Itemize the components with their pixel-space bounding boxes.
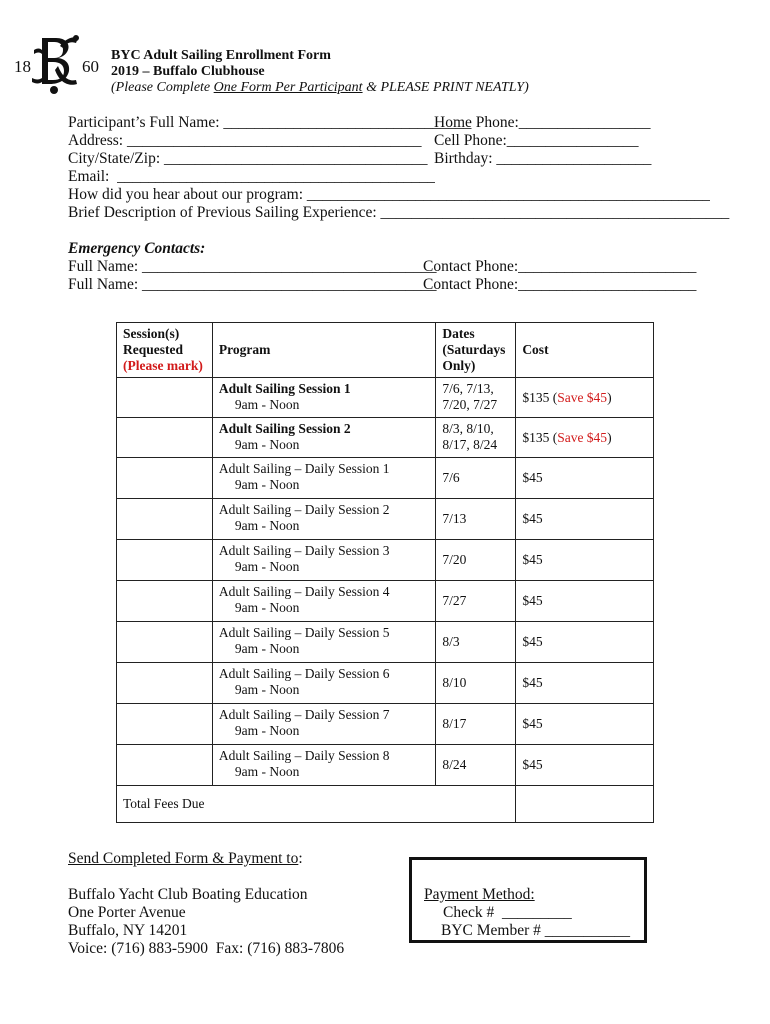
form-instructions: (Please Complete One Form Per Participant & PLEASE PRINT NEATLY): [111, 80, 529, 95]
header-dates: Dates (Saturdays Only): [436, 323, 516, 378]
table-row: [117, 499, 654, 540]
birthday-field[interactable]: Birthday: ____________________: [434, 150, 652, 167]
referral-field[interactable]: How did you hear about our program: ____________________________________________________: [68, 186, 710, 203]
table-row: [117, 745, 654, 786]
check-number-field[interactable]: Check # _________: [443, 904, 572, 921]
dates-cell: 7/27: [436, 581, 516, 622]
table-row: [117, 622, 654, 663]
total-fees-input[interactable]: [516, 786, 654, 823]
emergency-phone-1[interactable]: Contact Phone:_______________________: [423, 258, 697, 275]
program-cell: Adult Sailing – Daily Session 5 9am - Noon: [212, 622, 435, 663]
cell-phone-field[interactable]: Cell Phone:_________________: [434, 132, 639, 149]
send-heading: Send Completed Form & Payment to:: [68, 850, 303, 867]
program-cell: Adult Sailing Session 2 9am - Noon: [212, 418, 435, 458]
table-row: [117, 378, 654, 418]
header-program: Program: [212, 323, 435, 378]
logo-year-left: 18: [14, 57, 31, 76]
cost-cell: $135 (Save $45): [516, 418, 654, 458]
program-cell: Adult Sailing – Daily Session 2 9am - Noon: [212, 499, 435, 540]
program-cell: Adult Sailing – Daily Session 8 9am - Noon: [212, 745, 435, 786]
cost-cell: $45: [516, 622, 654, 663]
program-cell: Adult Sailing Session 1 9am - Noon: [212, 378, 435, 418]
dates-cell: 7/20: [436, 540, 516, 581]
city-address: Buffalo, NY 14201: [68, 922, 188, 939]
emergency-name-2[interactable]: Full Name: ______________________________________: [68, 276, 437, 293]
cost-cell: $45: [516, 745, 654, 786]
home-phone-field[interactable]: Home Phone:_________________: [434, 114, 651, 131]
session-checkbox[interactable]: [117, 663, 213, 704]
sessions-table: [116, 322, 654, 823]
cost-cell: $45: [516, 581, 654, 622]
program-cell: Adult Sailing – Daily Session 7 9am - Noon: [212, 704, 435, 745]
email-field[interactable]: Email: _________________________________________: [68, 168, 435, 185]
table-row: [117, 663, 654, 704]
session-checkbox[interactable]: [117, 745, 213, 786]
experience-field[interactable]: Brief Description of Previous Sailing Experience: _____________________________________________: [68, 204, 730, 221]
logo-year-right: 60: [82, 57, 99, 76]
dates-cell: 7/13: [436, 499, 516, 540]
payment-heading: Payment Method:: [424, 886, 535, 903]
table-row: [117, 540, 654, 581]
table-row: [117, 581, 654, 622]
dates-cell: 8/10: [436, 663, 516, 704]
header-sessions: Session(s) Requested (Please mark): [117, 323, 213, 378]
dates-cell: 8/3: [436, 622, 516, 663]
dates-cell: 8/3, 8/10, 8/17, 8/24: [436, 418, 516, 458]
cost-cell: $45: [516, 704, 654, 745]
session-checkbox[interactable]: [117, 499, 213, 540]
table-row: [117, 458, 654, 499]
table-header-row: [117, 323, 654, 378]
city-state-zip-field[interactable]: City/State/Zip: __________________________________: [68, 150, 428, 167]
program-cell: Adult Sailing – Daily Session 6 9am - Noon: [212, 663, 435, 704]
table-row: [117, 418, 654, 458]
session-checkbox[interactable]: [117, 581, 213, 622]
dates-cell: 8/17: [436, 704, 516, 745]
emergency-phone-2[interactable]: Contact Phone:_______________________: [423, 276, 697, 293]
cost-cell: $45: [516, 458, 654, 499]
byc-member-field[interactable]: BYC Member # ___________: [441, 922, 631, 939]
byc-logo: [14, 28, 104, 100]
dates-cell: 7/6: [436, 458, 516, 499]
program-cell: Adult Sailing – Daily Session 3 9am - Noon: [212, 540, 435, 581]
form-title: BYC Adult Sailing Enrollment Form: [111, 48, 331, 63]
session-checkbox[interactable]: [117, 378, 213, 418]
session-checkbox[interactable]: [117, 418, 213, 458]
dates-cell: 8/24: [436, 745, 516, 786]
total-label: Total Fees Due: [117, 786, 516, 823]
session-checkbox[interactable]: [117, 704, 213, 745]
dates-cell: 7/6, 7/13, 7/20, 7/27: [436, 378, 516, 418]
emergency-heading: Emergency Contacts:: [68, 240, 206, 257]
form-subtitle: 2019 – Buffalo Clubhouse: [111, 64, 265, 79]
session-checkbox[interactable]: [117, 458, 213, 499]
table-row: [117, 704, 654, 745]
program-cell: Adult Sailing – Daily Session 1 9am - Noon: [212, 458, 435, 499]
total-row: [117, 786, 654, 823]
emergency-name-1[interactable]: Full Name: ______________________________________: [68, 258, 437, 275]
cost-cell: $45: [516, 663, 654, 704]
org-name: Buffalo Yacht Club Boating Education: [68, 886, 308, 903]
session-checkbox[interactable]: [117, 540, 213, 581]
program-cell: Adult Sailing – Daily Session 4 9am - Noon: [212, 581, 435, 622]
street-address: One Porter Avenue: [68, 904, 186, 921]
cost-cell: $45: [516, 540, 654, 581]
session-checkbox[interactable]: [117, 622, 213, 663]
participant-name-field[interactable]: Participant’s Full Name: ________________________________: [68, 114, 472, 131]
cost-cell: $45: [516, 499, 654, 540]
address-field[interactable]: Address: ______________________________________: [68, 132, 422, 149]
header-cost: Cost: [516, 323, 654, 378]
contact-numbers: Voice: (716) 883-5900 Fax: (716) 883-7806: [68, 940, 345, 957]
monogram-icon: [32, 35, 79, 94]
cost-cell: $135 (Save $45): [516, 378, 654, 418]
